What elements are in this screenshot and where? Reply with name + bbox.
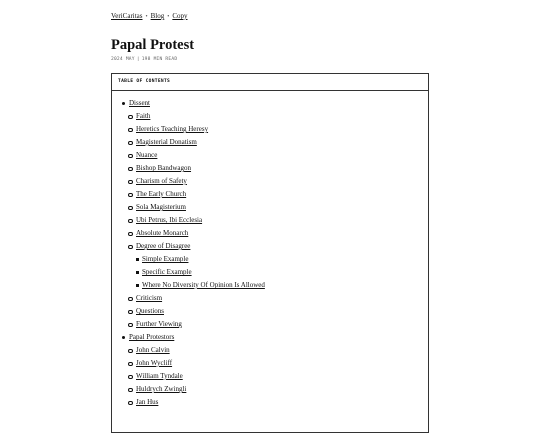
toc-item-the-early-church [112,188,265,201]
toc-row [112,227,265,240]
toc-item-specific-example [112,266,265,279]
toc-link[interactable]: Huldrych Zwingli [136,385,187,393]
toc-item-where-no-diversity-of-opinion-is-allowed [112,279,265,292]
toc-link[interactable]: Sola Magisterium [136,203,186,211]
circle-bullet-icon [128,206,133,211]
toc-row [112,305,265,318]
toc-link[interactable]: Absolute Monarch [136,229,189,237]
toc-link[interactable]: Further Viewing [136,320,182,328]
breadcrumb [111,12,188,22]
toc-link[interactable]: Where No Diversity Of Opinion Is Allowed [142,281,265,289]
circle-bullet-icon [128,401,133,406]
toc-item-faith [112,110,265,123]
toc-row [112,162,265,175]
circle-bullet-icon [128,193,133,198]
read-time: 198 MIN READ [141,57,178,62]
toc-heading: TABLE OF CONTENTS [112,74,428,91]
circle-bullet-icon [128,141,133,146]
toc-row [112,370,265,383]
circle-bullet-icon [128,232,133,237]
toc-link[interactable]: Degree of Disagree [136,242,191,250]
toc-link[interactable]: Ubi Petrus, Ibi Ecclesia [136,216,203,224]
toc-link[interactable]: Specific Example [142,268,192,276]
toc-item-john-calvin [112,344,265,357]
toc-item-simple-example [112,253,265,266]
toc-item-nuance [112,149,265,162]
toc-item-dissent [112,97,265,110]
toc-row [112,175,265,188]
toc-item-jan-hus [112,396,265,409]
breadcrumb-link-site[interactable]: VeriCaritas [111,12,143,20]
circle-bullet-icon [128,297,133,302]
circle-bullet-icon [128,180,133,185]
toc-row [112,266,265,279]
toc-row [112,201,265,214]
toc-row [112,357,265,370]
toc-list [112,97,265,409]
breadcrumb-link-copy[interactable]: Copy [172,12,188,20]
circle-bullet-icon [128,362,133,367]
square-bullet-icon [136,271,139,274]
toc-item-further-viewing [112,318,265,331]
toc-row [112,344,265,357]
toc-item-papal-protestors [112,331,265,344]
toc-row [112,253,265,266]
toc-link[interactable]: Criticism [136,294,163,302]
circle-bullet-icon [128,323,133,328]
toc-link[interactable]: John Wycliff [136,359,173,367]
toc-row [112,136,265,149]
toc-link[interactable]: John Calvin [136,346,170,354]
square-bullet-icon [136,284,139,287]
toc-link[interactable]: Nuance [136,151,158,159]
toc-link[interactable]: Dissent [129,99,150,107]
toc-item-sola-magisterium [112,201,265,214]
circle-bullet-icon [128,349,133,354]
toc-item-absolute-monarch [112,227,265,240]
toc-link[interactable]: Magisterial Donatism [136,138,197,146]
toc-row [112,188,265,201]
toc-item-questions [112,305,265,318]
toc-item-charism-of-safety [112,175,265,188]
toc-row [112,240,265,253]
toc-item-john-wycliff [112,357,265,370]
circle-bullet-icon [128,154,133,159]
toc-link[interactable]: Bishop Bandwagon [136,164,192,172]
toc-row [112,123,265,136]
article-meta [111,56,177,63]
toc-link[interactable]: Jan Hus [136,398,159,406]
toc-row [112,318,265,331]
toc-row [112,331,265,344]
toc-link[interactable]: Papal Protestors [129,333,175,341]
toc-item-degree-of-disagree [112,240,265,253]
toc-item-william-tyndale [112,370,265,383]
circle-bullet-icon [128,388,133,393]
meta-separator: | [136,57,140,62]
circle-bullet-icon [128,375,133,380]
toc-item-huldrych-zwingli [112,383,265,396]
circle-bullet-icon [128,115,133,120]
circle-bullet-icon [128,310,133,315]
circle-bullet-icon [128,128,133,133]
article-date: 2024 MAY [111,57,135,62]
toc-link[interactable]: William Tyndale [136,372,183,380]
breadcrumb-link-blog[interactable]: Blog [150,12,165,20]
toc-row [112,279,265,292]
toc-item-bishop-bandwagon [112,162,265,175]
toc-item-heretics-teaching-heresy [112,123,265,136]
toc-link[interactable]: Simple Example [142,255,189,263]
breadcrumb-separator: • [145,14,148,20]
toc-row [112,396,265,409]
toc-row [112,292,265,305]
toc-link[interactable]: Faith [136,112,151,120]
toc-row [112,110,265,123]
disc-bullet-icon [122,336,125,339]
toc-item-ubi-petrus-ibi-ecclesia [112,214,265,227]
toc-link[interactable]: The Early Church [136,190,187,198]
toc-link[interactable]: Heretics Teaching Heresy [136,125,209,133]
square-bullet-icon [136,258,139,261]
circle-bullet-icon [128,245,133,250]
disc-bullet-icon [122,102,125,105]
circle-bullet-icon [128,219,133,224]
toc-row [112,149,265,162]
page-title: Papal Protest [111,37,195,53]
toc-link[interactable]: Charism of Safety [136,177,187,185]
breadcrumb-separator: • [167,14,170,20]
toc-item-magisterial-donatism [112,136,265,149]
toc-row [112,383,265,396]
toc-item-criticism [112,292,265,305]
table-of-contents [111,73,429,433]
circle-bullet-icon [128,167,133,172]
toc-link[interactable]: Questions [136,307,164,315]
toc-row [112,214,265,227]
toc-row [112,97,265,110]
